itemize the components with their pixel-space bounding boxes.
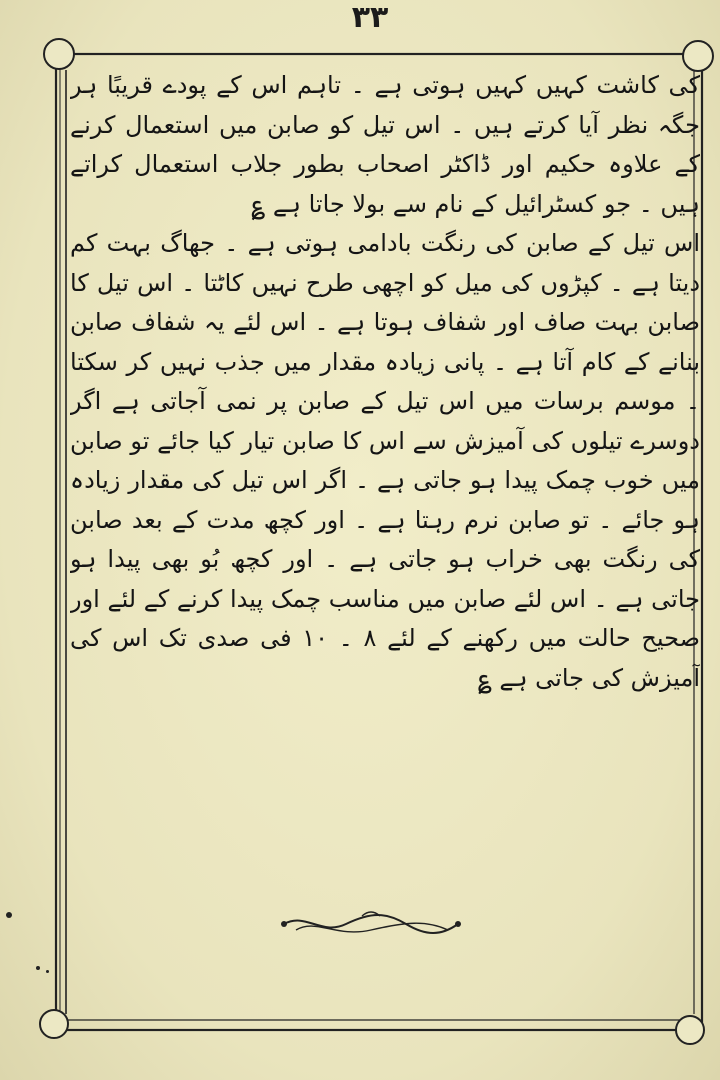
body-text (70, 66, 700, 886)
corner-ornament-bottom-left (40, 1010, 68, 1038)
end-ornament (276, 906, 466, 942)
paragraph-1: کی کاشت کہیں کہیں ہوتی ہے ۔ تاہم اس کے پودے قریبًا ہر جگہ نظر آیا کرتے ہیں ۔ اس تیل کو صابن میں استعمال کرنے کے علاوہ حکیم اور ڈاکٹر اصحاب بطور جلاب استعمال کراتے ہیں ۔ جو کسٹرائیل کے نام سے بولا جاتا ہے ؏ (70, 71, 700, 218)
page-number: ۳۳ (351, 0, 389, 35)
ink-speck (6, 912, 12, 918)
ink-speck (36, 966, 40, 970)
ink-speck (46, 970, 49, 973)
paragraph-2: اس تیل کے صابن کی رنگت بادامی ہوتی ہے ۔ جھاگ بہت کم دیتا ہے ۔ کپڑوں کی میل کو اچھی طرح نہیں کاٹتا ۔ اس تیل کا صابن بہت صاف اور شفاف ہوتا ہے ۔ اس لئے یہ شفاف صابن بنانے کے کام آتا ہے ۔ پانی زیادہ مقدار میں جذب نہیں کر سکتا ۔ موسم برسات میں اس تیل کے صابن پر نمی آجاتی ہے اگر دوسرے تیلوں کی آمیزش سے اس کا صابن تیار کیا جائے تو صابن میں خوب چمک پیدا ہو جاتی ہے ۔ اگر اس تیل کی مقدار زیادہ ہو جائے ۔ تو صابن نرم رہتا ہے ۔ اور کچھ مدت کے بعد صابن کی رنگت بھی خراب ہو جاتی ہے ۔ اور کچھ بُو بھی پیدا ہو جاتی ہے ۔ اس لئے صابن میں مناسب چمک پیدا کرنے کے لئے اور صحیح حالت میں رکھنے کے لئے ۸ ۔ ۱۰ فی صدی تک اس کی آمیزش کی جاتی ہے ؏ (70, 229, 700, 692)
corner-ornament-top-left (44, 39, 74, 69)
corner-ornament-bottom-right (676, 1016, 704, 1044)
